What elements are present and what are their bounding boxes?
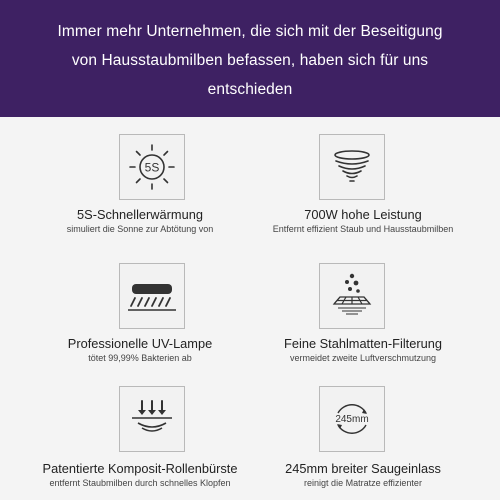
feature-title: 5S-Schnellerwärmung <box>77 207 203 222</box>
feature-title: 245mm breiter Saugeinlass <box>285 461 441 476</box>
feature-title: Professionelle UV-Lampe <box>67 336 213 351</box>
sun-timer-label: 5S <box>144 160 160 175</box>
suction-width-label: 245mm <box>335 414 369 425</box>
feature-subtitle: entfernt Staubmilben durch schnelles Klopfen <box>49 478 231 488</box>
mesh-filter-icon <box>319 263 385 329</box>
sun-timer-icon <box>119 134 185 200</box>
feature-subtitle: tötet 99,99% Bakterien ab <box>88 353 192 363</box>
suction-width-icon <box>319 386 385 452</box>
banner-text-line-1: Immer mehr Unternehmen, die sich mit der Beseitigung <box>57 23 443 40</box>
feature-subtitle: vermeidet zweite Luftverschmutzung <box>289 353 437 363</box>
cyclone-icon <box>319 134 385 200</box>
feature-title: Patentierte Komposit-Rollenbürste <box>42 461 238 476</box>
feature-subtitle: reinigt die Matratze effizienter <box>304 478 422 488</box>
feature-title: 700W hohe Leistung <box>304 207 422 222</box>
roller-brush-icon <box>119 386 185 452</box>
banner-text-line-3: entschieden <box>207 81 293 98</box>
feature-title: Feine Stahlmatten-Filterung <box>284 336 442 351</box>
banner-text-line-2: von Hausstaubmilben befassen, haben sich für uns <box>71 52 429 69</box>
feature-subtitle: Entfernt effizient Staub und Hausstaubmilben <box>272 224 454 234</box>
uv-lamp-icon <box>119 263 185 329</box>
feature-subtitle: simuliert die Sonne zur Abtötung von <box>66 224 214 234</box>
header-banner <box>0 0 500 117</box>
